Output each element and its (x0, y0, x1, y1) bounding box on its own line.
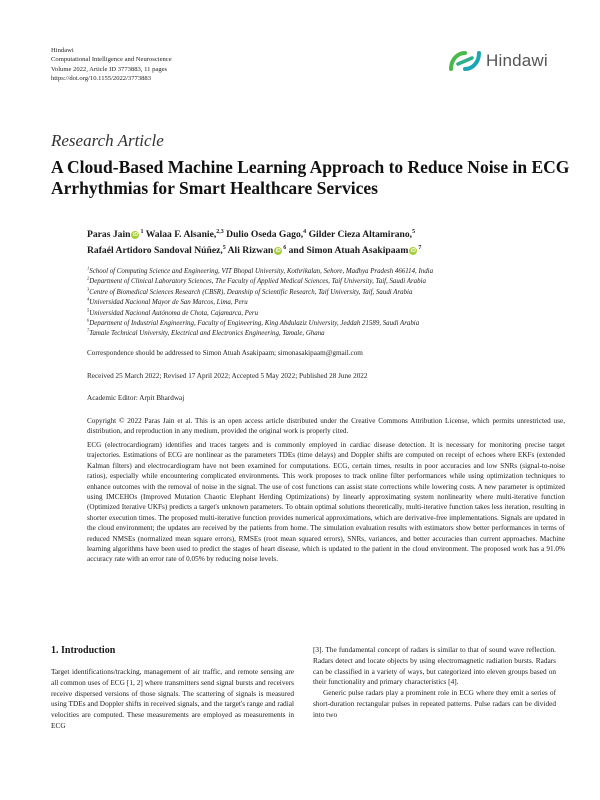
affiliation-item (87, 319, 557, 329)
logo-wordmark: Hindawi (486, 51, 548, 70)
affiliation-number: 6 (87, 317, 90, 323)
affiliation-item (87, 277, 557, 287)
author-name (146, 229, 224, 240)
article-title: A Cloud-Based Machine Learning Approach to Reduce Noise in ECG Arrhythmias for Smart Healthcare Services (51, 157, 570, 198)
author-text: Gilder Cieza Altamirano, (308, 229, 413, 240)
author-text: Ali Rizwan (227, 245, 274, 256)
author-text: Dulio Oseda Gago, (226, 229, 304, 240)
affiliation-number: 7 (87, 328, 90, 334)
author-affiliation-marker: 4 (303, 228, 307, 235)
author-list (87, 227, 557, 259)
affiliation-text: Department of Clinical Laboratory Sciences, The Faculty of Applied Medical Sciences, Taif University, Taif, Saudi Arabia (89, 278, 426, 286)
affiliation-item (87, 298, 557, 308)
author-affiliation-marker: 7 (418, 244, 422, 251)
author-name (228, 245, 287, 256)
correspondence-line: Correspondence should be addressed to Simon Atuah Asakipaam; simonasakipaam@gmail.com (87, 349, 363, 357)
dates-line: Received 25 March 2022; Revised 17 April 2022; Accepted 5 May 2022; Published 28 June 2022 (87, 372, 368, 380)
hindawi-logo-icon (448, 50, 482, 72)
author-name (289, 245, 422, 256)
volume-info: Volume 2022, Article ID 3773883, 11 pages (51, 65, 168, 73)
affiliation-item (87, 329, 557, 339)
academic-editor: Academic Editor: Arpit Bhardwaj (87, 394, 185, 402)
affiliation-text: Universidad Nacional Mayor de San Marcos, Lima, Peru (89, 299, 248, 307)
author-affiliation-marker: 2,3 (216, 228, 224, 235)
affiliation-text: Department of Industrial Engineering, Faculty of Engineering, King Abdulaziz University, Jeddah 21589, Saudi Arabia (89, 320, 420, 328)
affiliation-number: 3 (87, 286, 90, 292)
affiliation-item (87, 267, 557, 277)
author-name (226, 229, 306, 240)
affiliation-item (87, 309, 557, 319)
affiliation-number: 4 (87, 296, 90, 302)
author-text: Walaa F. Alsanie, (145, 229, 217, 240)
author-affiliation-marker: 5 (222, 244, 226, 251)
author-text: Rafaél Artidoro Sandoval Núñez, (87, 245, 223, 256)
doi-link[interactable]: https://doi.org/10.1155/2022/3773883 (51, 75, 152, 83)
affiliation-list (87, 267, 557, 340)
author-name (309, 229, 415, 240)
abstract-text: ECG (electrocardiogram) identifies and traces targets and is commonly employed in cardiac disease detection. It is necessary for monitoring precise target trajectories. Estimations of ECG are nonlinear as the parameters TDEs (time delays) and Doppler shifts are computed on receipt of echoes where EKFs (extended Kalman filters) and electrocardiogram have not been examined for computations. ECG, certain times, results in poor accuracies and low SNRs (signal-to-noise ratios), especially while encountering complicated environments. This work proposes to track online filter performances while using optimization techniques to enhance outcomes with the removal of noise in the signal. The use of cost functions can assist state corrections while lowering costs. A new parameter is optimized using IMCEHOs (Improved Mutation Chaotic Elephant Herding Optimizations) by linearly approximating system nonlinearity where multi-iterative function (Optimized Iterative UKFs) predicts a target's unknown parameters. To obtain optimal solutions theoretically, multi-iterative function takes less iteration, resulting in shorter execution times. The proposed multi-iterative function provides numerical approximations, which are derivative-free implementations. Signals are updated in the cloud environment; the updates are received by the patients from home. The simulation evaluation results with estimators show better performances in terms of reduced NMSEs (normalized mean square errors), RMSEs (root mean squared errors), SNRs, variances, and better accuracies than current approaches. Machine learning algorithms have been used to predict the stages of heart disease, which is updated to the patient in the cloud environment. The proposed work has a 91.0% accuracy rate with an error rate of 0.05% by reducing noise levels. (87, 441, 565, 564)
author-name (87, 245, 226, 256)
affiliation-number: 1 (87, 265, 90, 271)
author-affiliation-marker: 6 (283, 244, 287, 251)
author-affiliation-marker: 5 (412, 228, 416, 235)
orcid-icon[interactable]: iD (275, 247, 281, 254)
copyright-notice: Copyright © 2022 Paras Jain et al. This is an open access article distributed under the Creative Commons Attribution License, which permits unrestricted use, distribution, and reproduction in any medium, provided the original work is properly cited. (87, 417, 565, 436)
affiliation-number: 2 (87, 276, 90, 282)
article-type: Research Article (51, 131, 164, 150)
affiliation-text: Tamale Technical University, Electrical and Electronics Engineering, Tamale, Ghana (89, 330, 325, 338)
author-name (87, 229, 143, 240)
journal-header (51, 46, 172, 84)
journal-name: Computational Intelligence and Neuroscience (51, 56, 172, 64)
affiliation-number: 5 (87, 307, 90, 313)
author-text: Paras Jain (87, 229, 131, 240)
intro-left-column (51, 645, 294, 732)
intro-paragraph: Target identifications/tracking, management of air traffic, and remote sensing are all common uses of ECG [1, 2] where transmitters send signal bursts and receivers receive dispersed versions of those signals. The scattering of signals is measured using TDEs and Doppler shifts in received signals, and the target's range and radial velocities are computed. These measurements are employed as measurements in ECG (51, 667, 294, 730)
hindawi-logo (448, 50, 548, 72)
intro-paragraph: [3]. The fundamental concept of radars is similar to that of sound wave reflection. Radars detect and locate objects by using electromagnetic radiation bursts. Radars can be classified in a variety of ways, but categorized into eleven groups based on their functionality and primary characteristics [4]. (313, 645, 556, 687)
author-affiliation-marker: 1 (140, 228, 144, 235)
affiliation-item (87, 288, 557, 298)
orcid-icon[interactable]: iD (132, 231, 138, 238)
author-text: and Simon Atuah Asakipaam (288, 245, 409, 256)
affiliation-text: Centre of Biomedical Sciences Research (CBSR), Deanship of Scientific Research, Taif University, Taif, Saudi Arabia (89, 288, 413, 296)
publisher-name: Hindawi (51, 47, 74, 54)
intro-paragraph: Generic pulse radars play a prominent role in ECG where they emit a series of short-duration rectangular pulses in repeated patterns. Pulse radars can be divided into two (313, 688, 556, 719)
intro-right-column (313, 645, 556, 721)
section-heading-introduction: 1. Introduction (51, 645, 116, 656)
orcid-icon[interactable]: iD (410, 247, 416, 254)
affiliation-text: Universidad Nacional Autónoma de Chota, Cajamarca, Peru (89, 309, 259, 317)
affiliation-text: School of Computing Science and Engineering, VIT Bhopal University, Kothrikalan, Sehore, Madhya Pradesh 466114, India (89, 268, 434, 275)
